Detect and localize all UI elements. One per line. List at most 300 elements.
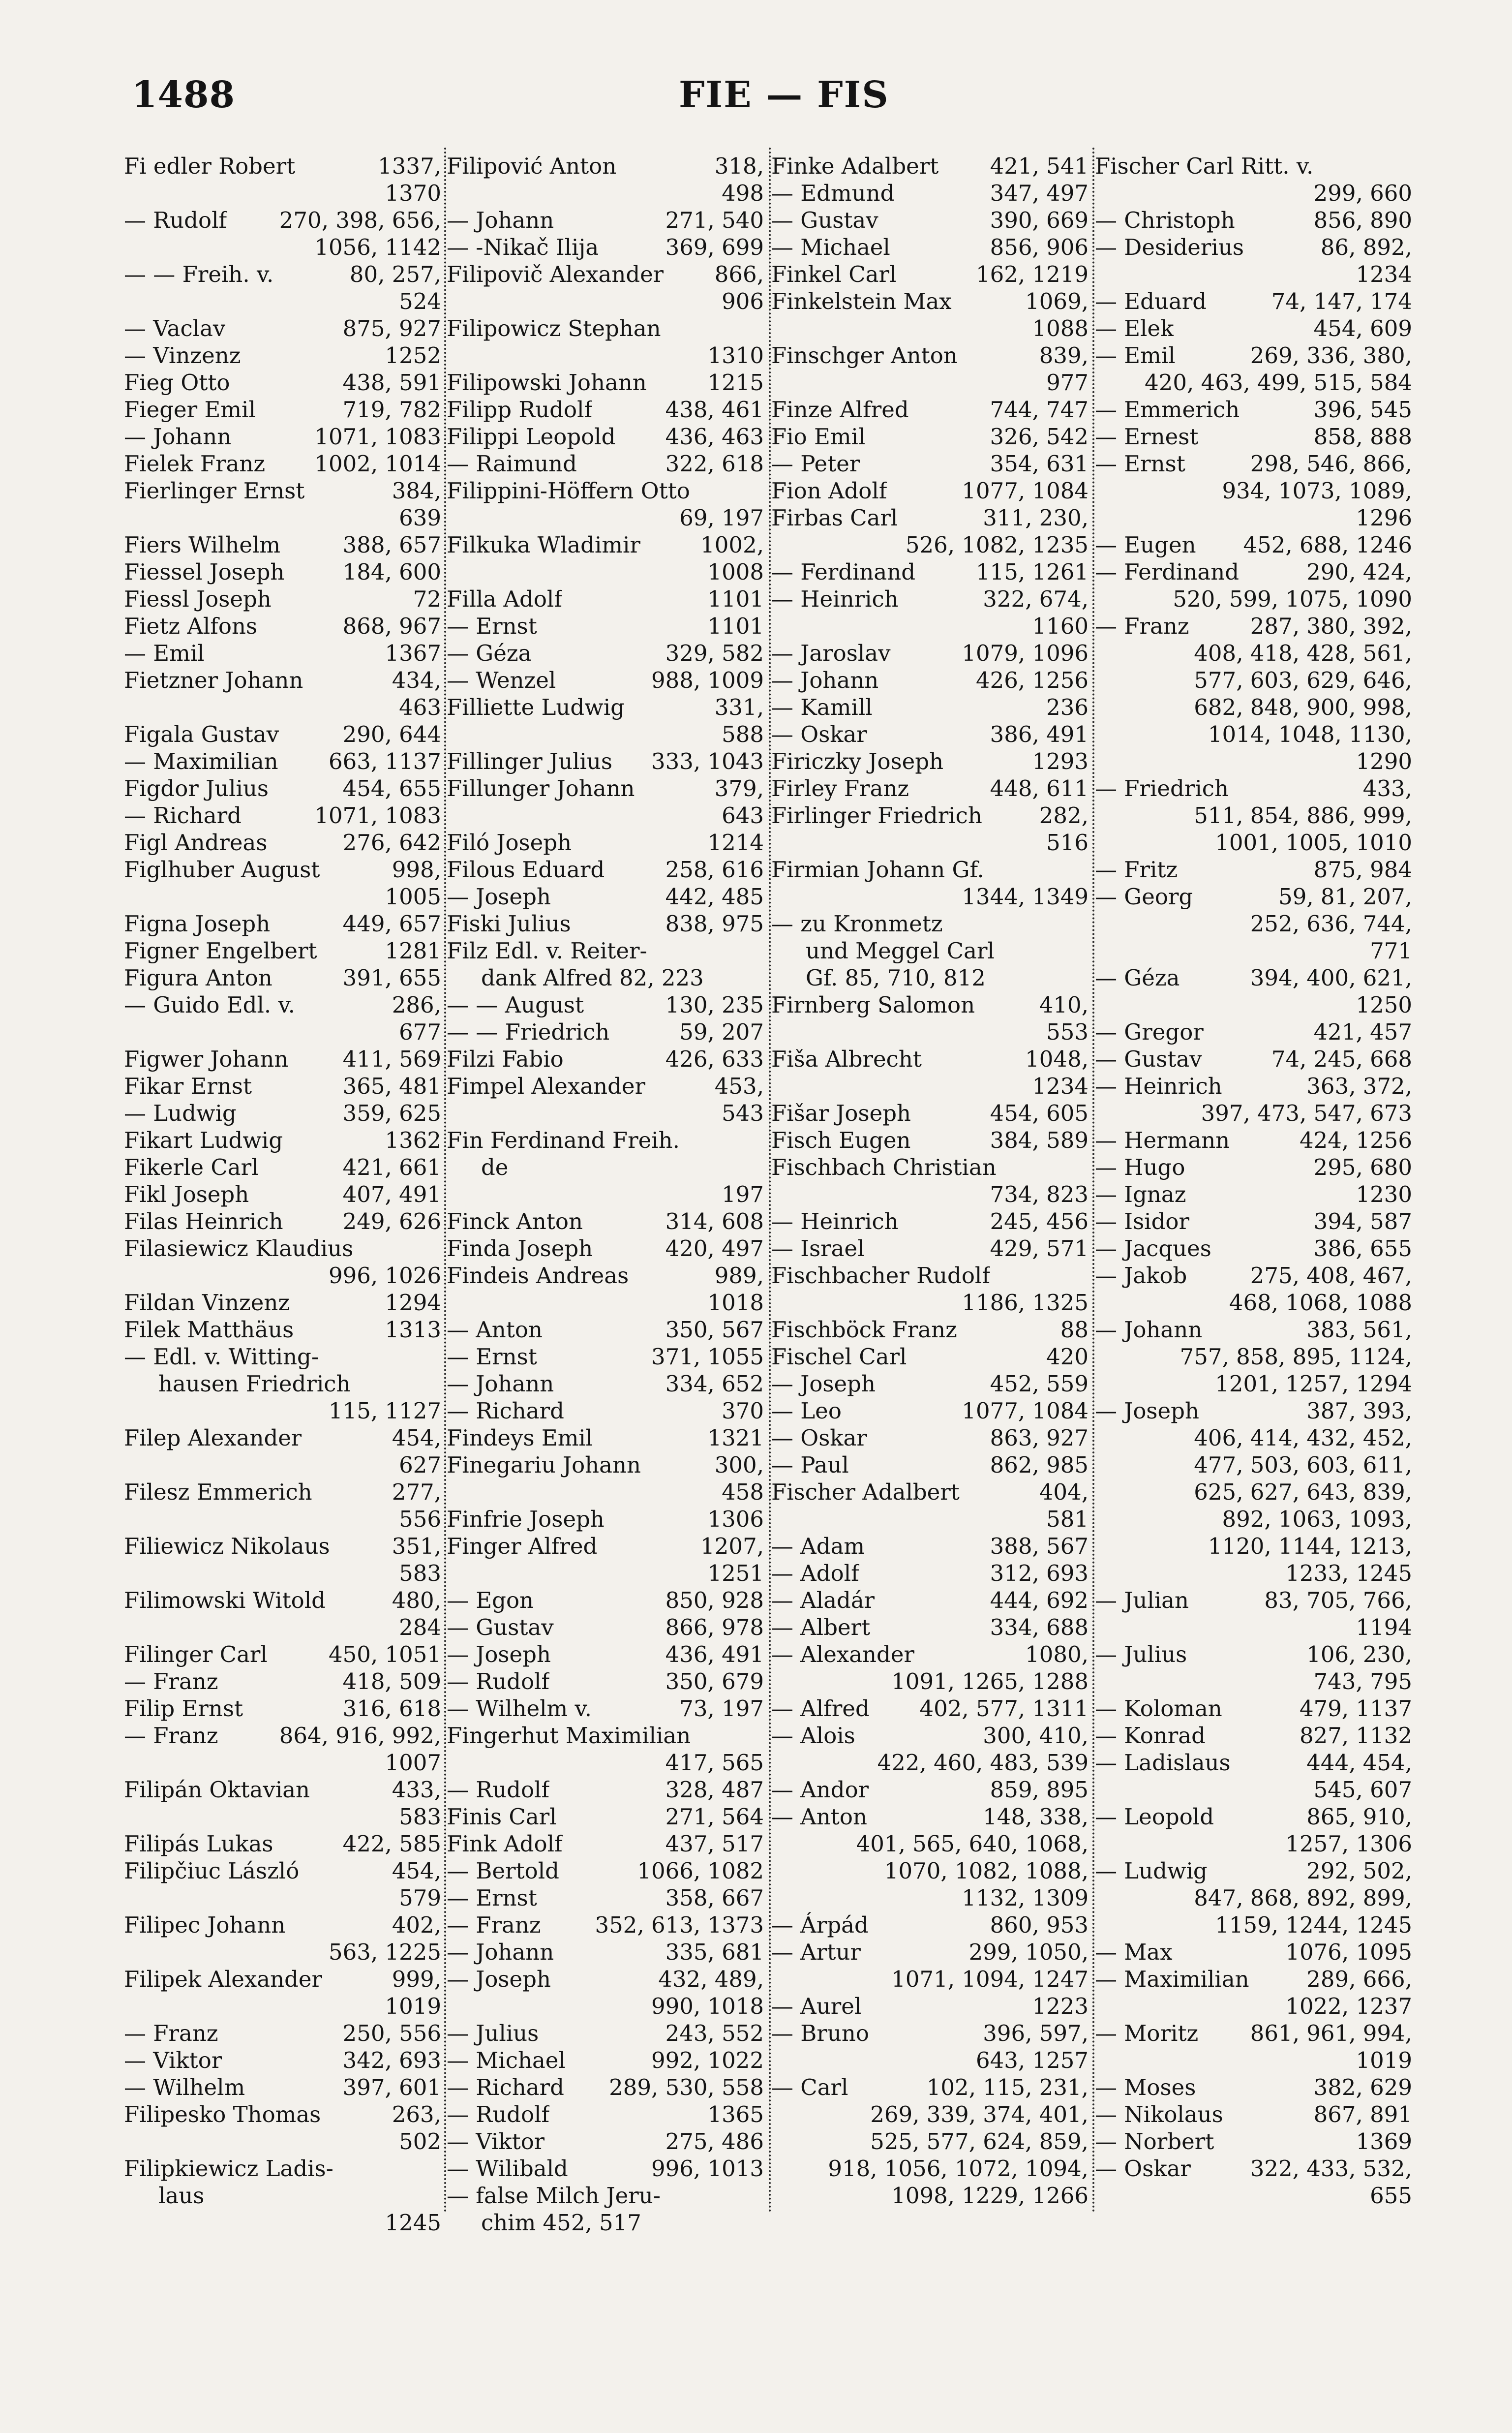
index-entry (771, 1911, 1089, 1939)
entry-pages: 429, 571 (990, 1235, 1089, 1262)
entry-pages: 1223 (1032, 1993, 1089, 2019)
entry-pages-continued: 1234 (1356, 261, 1412, 287)
entry-pages-continued: 511, 854, 886, 999, (1194, 802, 1412, 829)
entry-name: — Jaroslav (771, 640, 891, 666)
entry-pages: 404, (1039, 1479, 1089, 1505)
index-entry (124, 1208, 441, 1235)
index-entry (447, 910, 764, 937)
entry-pages-continued: 468, 1068, 1088 (1229, 1290, 1412, 1316)
entry-pages: 369, 699 (665, 234, 764, 260)
entry-pages-continued: 892, 1063, 1093, (1222, 1506, 1412, 1532)
entry-pages: 827, 1132 (1299, 1723, 1412, 1749)
entry-name: — Alfred (771, 1695, 870, 1722)
column-rule (444, 148, 446, 2214)
entry-pages: 1002, (700, 532, 764, 558)
entry-pages-continued: 1022, 1237 (1285, 1993, 1412, 2019)
entry-pages-continued: 643, 1257 (975, 2047, 1089, 2073)
entry-name: — Gustav (771, 207, 878, 233)
entry-pages-continued: 299, 660 (1313, 180, 1412, 206)
entry-pages: 421, 661 (342, 1154, 441, 1180)
index-entry (447, 2155, 764, 2182)
entry-name: — Alexander (771, 1641, 914, 1667)
entry-pages (758, 315, 764, 342)
index-entry (124, 531, 441, 558)
entry-pages: 479, 1137 (1299, 1695, 1412, 1722)
entry-pages: 391, 655 (342, 965, 441, 991)
entry-pages: 860, 953 (990, 1912, 1089, 1938)
entry-pages-continued: 458 (722, 1479, 764, 1505)
index-entry (771, 1695, 1089, 1722)
entry-name: — Heinrich (771, 586, 899, 612)
entry-pages: 316, 618 (342, 1695, 441, 1722)
index-entry (124, 937, 441, 964)
entry-pages: 365, 481 (342, 1073, 441, 1099)
index-entry (447, 1587, 764, 1614)
entry-name: — Franz (124, 2020, 218, 2046)
entry-pages-continued: 639 (399, 505, 441, 531)
index-entry (771, 1614, 1089, 1641)
index-entry (447, 531, 764, 585)
entry-name: Finschger Anton (771, 342, 958, 369)
index-entry (124, 2074, 441, 2101)
entry-pages: 250, 556 (342, 2020, 441, 2046)
index-entry (1095, 1046, 1412, 1073)
index-entry (1095, 558, 1412, 613)
entry-name: Filimowski Witold (124, 1587, 326, 1613)
index-entry (124, 1695, 441, 1722)
entry-pages: 277, (392, 1479, 441, 1505)
entry-name: — Vinzenz (124, 342, 241, 369)
entry-pages: 1214 (707, 830, 764, 856)
index-entry (771, 153, 1089, 180)
entry-pages (1406, 153, 1412, 180)
entry-pages-continued: 406, 414, 432, 452, (1194, 1425, 1412, 1451)
entry-pages: 358, 667 (665, 1885, 764, 1911)
entry-name: — Andor (771, 1777, 869, 1803)
entry-name: Filipek Alexander (124, 1966, 323, 1992)
entry-pages: 73, 197 (679, 1695, 764, 1722)
index-entry (1095, 856, 1412, 883)
index-entry (447, 1776, 764, 1803)
entry-pages: 276, 642 (342, 830, 441, 856)
entry-pages-continued: 1001, 1005, 1010 (1215, 830, 1412, 856)
index-entry (771, 207, 1089, 234)
entry-name: Firnberg Salomon (771, 992, 975, 1018)
entry-pages-continued: 553 (1046, 1019, 1089, 1045)
index-entry (124, 1641, 441, 1668)
index-entry (771, 396, 1089, 423)
index-entry (771, 856, 1089, 910)
entry-name: — Guido Edl. v. (124, 992, 295, 1018)
entry-name: — Wilibald (447, 2156, 568, 2182)
entry-name: — Aladár (771, 1587, 875, 1613)
entry-name: Filas Heinrich (124, 1208, 283, 1234)
entry-pages: 454, (392, 1858, 441, 1884)
entry-name: Fink Adolf (447, 1831, 563, 1857)
index-entry (124, 856, 441, 910)
entry-pages (435, 2155, 441, 2182)
entry-pages: 866, (714, 261, 764, 287)
entry-name: Filippi Leopold (447, 424, 616, 450)
index-entry (124, 829, 441, 856)
entry-pages: 1071, 1083 (314, 424, 441, 450)
entry-pages-continued: 743, 795 (1313, 1668, 1412, 1694)
entry-name: — Aurel (771, 1993, 862, 2019)
entry-pages: 59, 207 (679, 1019, 764, 1045)
entry-pages: 72 (413, 586, 441, 612)
entry-name: — Paul (771, 1452, 849, 1478)
entry-name: Filip Ernst (124, 1695, 243, 1722)
entry-pages: 1101 (707, 613, 764, 639)
entry-pages-continued: 1071, 1094, 1247 (891, 1966, 1089, 1992)
entry-name: — Anton (771, 1804, 867, 1830)
entry-name: — Bruno (771, 2020, 869, 2046)
entry-name: Firiczky Joseph (771, 748, 944, 774)
entry-name: — Joseph (1095, 1398, 1199, 1424)
index-entry (447, 1424, 764, 1451)
entry-pages-continued: 977 (1046, 370, 1089, 396)
index-entry (447, 775, 764, 829)
entry-name: Finkelstein Max (771, 288, 952, 314)
index-entry (447, 748, 764, 775)
index-entry (771, 1803, 1089, 1911)
entry-pages: 370 (722, 1398, 764, 1424)
entry-name: — Alois (771, 1723, 855, 1749)
entry-name: — Heinrich (1095, 1073, 1222, 1099)
entry-name: Finger Alfred (447, 1533, 598, 1559)
entry-name-continued: hausen Friedrich (158, 1371, 351, 1397)
entry-pages-continued: 397, 473, 547, 673 (1201, 1100, 1412, 1126)
index-entry (447, 1911, 764, 1939)
index-entry (771, 1993, 1089, 2020)
entry-pages: 407, 491 (342, 1181, 441, 1207)
entry-name: — Heinrich (771, 1208, 899, 1234)
index-entry (124, 1100, 441, 1127)
entry-pages: 300, 410, (983, 1723, 1089, 1749)
entry-name: — Rudolf (447, 1777, 550, 1803)
index-entry (1095, 883, 1412, 964)
index-entry (447, 1046, 764, 1073)
entry-pages: 436, 491 (665, 1641, 764, 1667)
entry-name: — Nikolaus (1095, 2101, 1223, 2127)
index-entry (447, 1857, 764, 1884)
entry-pages: 86, 892, (1320, 234, 1412, 260)
index-entry (124, 1424, 441, 1478)
entry-pages: 298, 546, 866, (1250, 451, 1412, 477)
index-entry (1095, 1262, 1412, 1316)
entry-name: Filipán Oktavian (124, 1777, 310, 1803)
index-entry (124, 1776, 441, 1830)
entry-pages-continued: 757, 858, 895, 1124, (1179, 1344, 1412, 1370)
index-entry (447, 2047, 764, 2074)
entry-pages: 444, 454, (1306, 1750, 1412, 1776)
entry-name: — Moritz (1095, 2020, 1199, 2046)
entry-name: Fillinger Julius (447, 748, 612, 774)
index-entry (447, 1830, 764, 1857)
entry-pages-continued: 1290 (1356, 748, 1412, 774)
index-entry (447, 261, 764, 315)
index-entry (1095, 315, 1412, 342)
entry-name: Figdor Julius (124, 775, 269, 801)
entry-pages: 379, (714, 775, 764, 801)
entry-name: Fierlinger Ernst (124, 478, 305, 504)
entry-pages-continued: 1132, 1309 (962, 1885, 1089, 1911)
page-number: 1488 (132, 74, 235, 116)
entry-pages: 271, 540 (665, 207, 764, 233)
entry-name: — — August (447, 992, 584, 1018)
entry-pages: 282, (1039, 802, 1089, 829)
index-column-3 (771, 153, 1089, 2209)
entry-name: Figna Joseph (124, 911, 271, 937)
entry-pages: 859, 895 (990, 1777, 1089, 1803)
entry-name: Finck Anton (447, 1208, 583, 1234)
index-entry (771, 1262, 1089, 1316)
index-entry (1095, 1127, 1412, 1154)
index-entry (447, 2074, 764, 2101)
entry-name: Fiša Albrecht (771, 1046, 922, 1072)
entry-pages (758, 1127, 764, 1154)
entry-name: Filipowicz Stephan (447, 315, 661, 341)
entry-name: Filipowski Johann (447, 370, 647, 396)
index-entry (447, 234, 764, 261)
entry-pages-continued: 677 (399, 1019, 441, 1045)
entry-pages: 286, (392, 992, 441, 1018)
index-entry (447, 1533, 764, 1587)
entry-name: — Koloman (1095, 1695, 1222, 1722)
entry-pages-continued: 1019 (1356, 2047, 1412, 2073)
entry-pages-continued: 1007 (385, 1750, 441, 1776)
entry-name: Fietzner Johann (124, 667, 303, 693)
entry-name: — Friedrich (1095, 775, 1229, 801)
entry-name: Fischer Carl Ritt. v. (1095, 153, 1314, 179)
entry-pages: 839, (1039, 342, 1089, 369)
index-entry (771, 342, 1089, 396)
entry-name: — Richard (447, 2074, 564, 2100)
entry-pages: 719, 782 (342, 397, 441, 423)
index-entry (124, 667, 441, 721)
index-entry (447, 1641, 764, 1668)
index-entry (771, 748, 1089, 775)
index-entry (771, 585, 1089, 640)
index-entry (1095, 1966, 1412, 2020)
entry-pages-continued: 1251 (707, 1560, 764, 1586)
entry-name: — Oskar (771, 1425, 867, 1451)
index-entry (124, 1668, 441, 1695)
index-entry (447, 1803, 764, 1830)
index-entry (124, 613, 441, 640)
entry-name-continued: Gf. 85, 710, 812 (806, 965, 986, 991)
entry-name: — Franz (124, 1668, 218, 1694)
entry-pages: 263, (392, 2101, 441, 2127)
entry-pages: 300, (714, 1452, 764, 1478)
index-entry (771, 1100, 1089, 1127)
entry-pages-continued: 990, 1018 (651, 1993, 764, 2019)
entry-pages-continued: 417, 565 (665, 1750, 764, 1776)
entry-pages-continued: 520, 599, 1075, 1090 (1173, 586, 1412, 612)
entry-pages: 438, 461 (665, 397, 764, 423)
entry-name: — Franz (124, 1723, 218, 1749)
entry-name: — Ernst (447, 1885, 537, 1911)
index-entry (447, 1397, 764, 1424)
index-entry (447, 613, 764, 640)
entry-name: Fimpel Alexander (447, 1073, 646, 1099)
entry-name: — Elek (1095, 315, 1174, 341)
entry-name: Finis Carl (447, 1804, 557, 1830)
entry-pages: 663, 1137 (328, 748, 441, 774)
index-entry (1095, 1018, 1412, 1046)
entry-pages: 402, 577, 1311 (919, 1695, 1089, 1722)
index-entry (1095, 1154, 1412, 1181)
index-entry (124, 369, 441, 396)
entry-name: — Fritz (1095, 857, 1178, 883)
entry-pages-continued: 420, 463, 499, 515, 584 (1145, 370, 1412, 396)
entry-name: — Adolf (771, 1560, 859, 1586)
entry-name: — Ernst (447, 1344, 537, 1370)
entry-name: — Maximilian (1095, 1966, 1249, 1992)
entry-pages: 420 (1046, 1344, 1089, 1370)
entry-name-continued: und Meggel Carl (806, 938, 995, 964)
index-entry (771, 1560, 1089, 1587)
entry-name: Filiewicz Nikolaus (124, 1533, 330, 1559)
entry-name: — Artur (771, 1939, 861, 1965)
entry-pages: 383, 561, (1306, 1317, 1412, 1343)
index-entry (447, 1343, 764, 1370)
index-entry (124, 477, 441, 531)
index-entry (447, 1722, 764, 1776)
index-entry (1095, 1181, 1412, 1208)
index-entry (447, 640, 764, 667)
entry-pages: 1101 (707, 586, 764, 612)
entry-pages-continued: 581 (1046, 1506, 1089, 1532)
index-entry (447, 1262, 764, 1316)
index-entry (1095, 153, 1412, 207)
entry-name: — Joseph (447, 884, 551, 910)
entry-pages: 312, 693 (990, 1560, 1089, 1586)
entry-name: — Isidor (1095, 1208, 1189, 1234)
entry-pages-continued: 269, 339, 374, 401, (870, 2101, 1089, 2127)
entry-pages: 388, 657 (342, 532, 441, 558)
entry-pages: 433, (392, 1777, 441, 1803)
entry-name: — Gustav (1095, 1046, 1202, 1072)
entry-name: — Franz (447, 1912, 541, 1938)
entry-name: — Georg (1095, 884, 1193, 910)
index-entry (447, 2020, 764, 2047)
entry-pages-continued: 477, 503, 603, 611, (1194, 1452, 1412, 1478)
index-entry (124, 2155, 441, 2236)
index-column-4 (1095, 153, 1412, 2209)
entry-name: Filipović Anton (447, 153, 617, 179)
entry-name: — Anton (447, 1317, 543, 1343)
index-entry (447, 883, 764, 910)
entry-name: — Gregor (1095, 1019, 1204, 1045)
entry-name: — Kamill (771, 694, 873, 720)
index-entry (447, 1966, 764, 2020)
entry-pages: 1230 (1356, 1181, 1412, 1207)
entry-pages: 59, 81, 207, (1278, 884, 1412, 910)
index-entry (1095, 1587, 1412, 1641)
index-entry (771, 1478, 1089, 1533)
entry-pages: 452, 688, 1246 (1243, 532, 1412, 558)
entry-name: Figura Anton (124, 965, 272, 991)
entry-name: Filep Alexander (124, 1425, 302, 1451)
entry-pages: 1281 (385, 938, 441, 964)
index-entry (447, 991, 764, 1018)
entry-pages: 996, 1013 (651, 2156, 764, 2182)
entry-pages-continued: 284 (399, 1614, 441, 1640)
entry-pages: 454, (392, 1425, 441, 1451)
index-entry (124, 396, 441, 423)
entry-pages-continued: 625, 627, 643, 839, (1194, 1479, 1412, 1505)
index-entry (1095, 288, 1412, 315)
index-entry (124, 1181, 441, 1208)
index-entry (447, 1127, 764, 1208)
entry-pages: 1367 (385, 640, 441, 666)
index-entry (771, 1316, 1089, 1343)
entry-pages: 454, 609 (1313, 315, 1412, 341)
entry-pages: 1313 (385, 1317, 441, 1343)
index-entry (447, 1695, 764, 1722)
entry-name: Filek Matthäus (124, 1317, 294, 1343)
index-entry (124, 775, 441, 802)
column-rule (769, 148, 771, 2214)
index-entry (1095, 775, 1412, 856)
entry-pages: 1215 (707, 370, 764, 396)
entry-pages: 74, 147, 174 (1271, 288, 1412, 314)
entry-pages: 148, 338, (983, 1804, 1089, 1830)
entry-pages-continued: 1296 (1356, 505, 1412, 531)
entry-name: — Hugo (1095, 1154, 1185, 1180)
index-entry (1095, 2074, 1412, 2101)
entry-name: — Géza (1095, 965, 1180, 991)
entry-pages: 1207, (700, 1533, 764, 1559)
entry-name: — Ignaz (1095, 1181, 1186, 1207)
index-entry (771, 694, 1089, 721)
entry-pages: 453, (714, 1073, 764, 1099)
entry-pages: 347, 497 (990, 180, 1089, 206)
entry-pages-continued: 906 (722, 288, 764, 314)
entry-pages: 388, 567 (990, 1533, 1089, 1559)
entry-pages-continued: 1005 (385, 884, 441, 910)
entry-pages: 452, 559 (990, 1371, 1089, 1397)
index-entry (447, 423, 764, 450)
entry-name: — Edl. v. Witting- (124, 1344, 319, 1370)
entry-pages-continued: 1088 (1032, 315, 1089, 341)
entry-pages: 384, 589 (990, 1127, 1089, 1153)
entry-name: Figner Engelbert (124, 938, 317, 964)
index-entry (771, 1127, 1089, 1154)
entry-name: Fio Emil (771, 424, 866, 450)
entry-pages-continued: 115, 1127 (328, 1398, 441, 1424)
index-entry (124, 1966, 441, 2020)
entry-pages: 421, 541 (990, 153, 1089, 179)
entry-pages: 418, 509 (342, 1668, 441, 1694)
index-entry (447, 207, 764, 234)
index-entry (1095, 423, 1412, 450)
index-column-2 (447, 153, 764, 2236)
entry-pages: 386, 655 (1313, 1235, 1412, 1262)
index-entry (771, 775, 1089, 802)
entry-name: Filipčiuc László (124, 1858, 300, 1884)
index-entry (1095, 396, 1412, 423)
index-entry (771, 1451, 1089, 1478)
entry-pages: 318, (714, 153, 764, 179)
entry-pages: 245, 456 (990, 1208, 1089, 1234)
entry-name: Finfrie Joseph (447, 1506, 605, 1532)
entry-name: Fietz Alfons (124, 613, 258, 639)
index-entry (124, 342, 441, 369)
index-entry (771, 558, 1089, 585)
entry-name: Fischbach Christian (771, 1154, 997, 1180)
